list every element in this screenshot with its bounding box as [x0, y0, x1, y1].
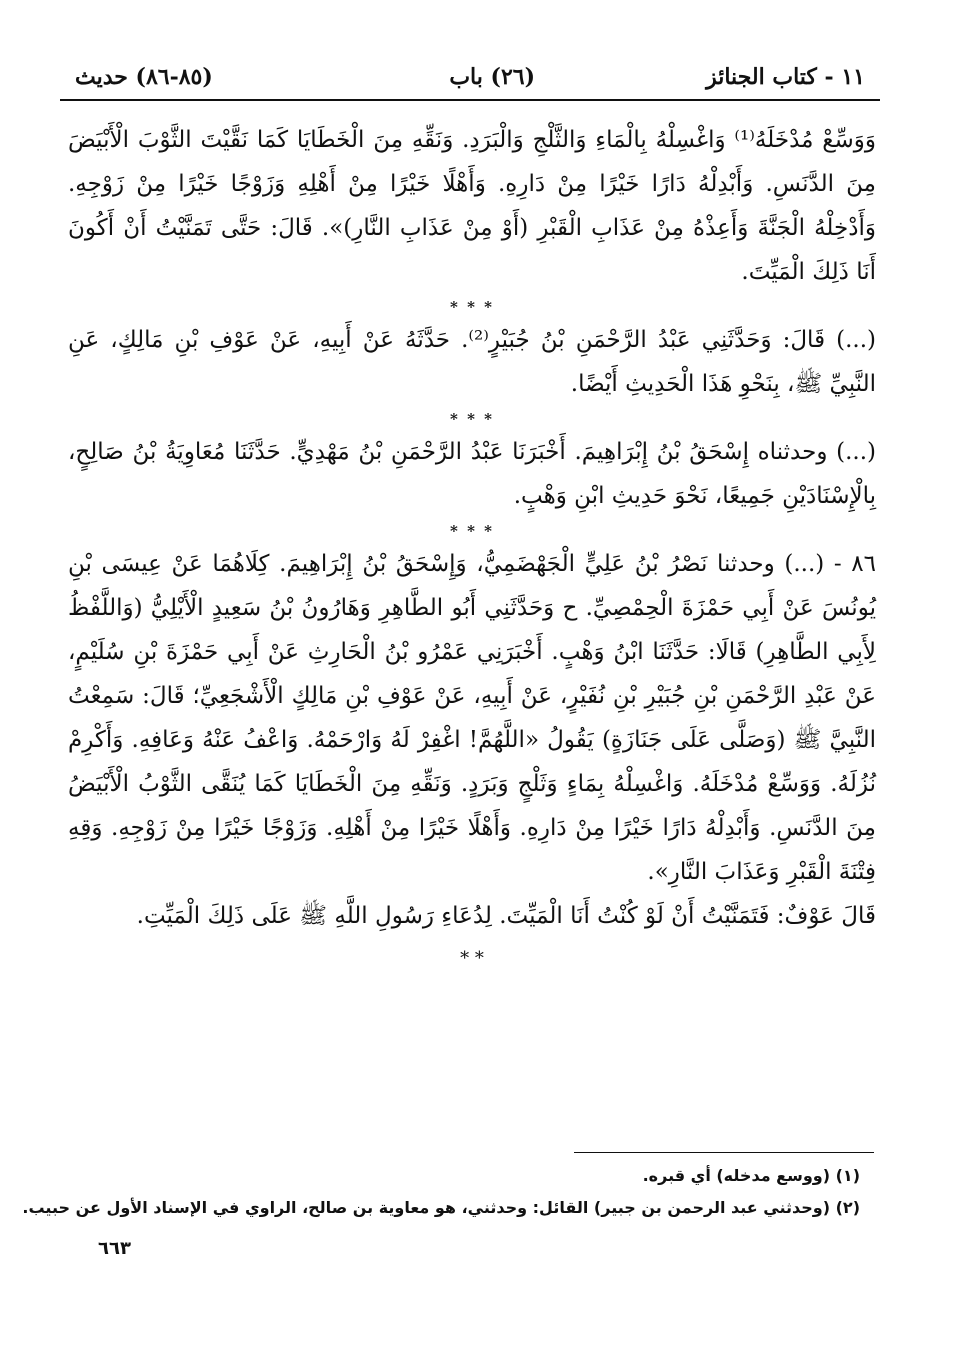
main-text: [68, 118, 876, 974]
paragraph-awf-statement: قَالَ عَوْفٌ: فَتَمَنَّيْتُ أَنْ لَوْ كُنْتُ أَنَا الْمَيِّتَ. لِدُعَاءِ رَسُولِ اللَّهِ ﷺ عَلَى ذَلِكَ الْمَيِّتِ.: [136, 903, 876, 929]
paragraph-hadith-86: ٨٦ - (...) وحدثنا نَصْرُ بْنُ عَلِيٍّ الْجَهْضَمِيُّ، وَإِسْحَقُ بْنُ إِبْرَاهِيمَ. كِلَاهُمَا عَنْ عِيسَى بْنِ يُونُسَ عَنْ أَبِي حَمْزَةَ الْحِمْصِيِّ. ح وَحَدَّثَنِي أَبُو الطَّاهِرِ وَهَارُونُ بْنُ سَعِيدٍ الْأَيْلِيُّ (وَاللَّفْظُ لِأَبِي الطَّاهِرِ) قَالَا: حَدَّثَنَا ابْنُ وَهْبٍ. أَخْبَرَنِي عَمْرُو بْنُ الْحَارِثِ عَنْ أَبِي حَمْزَةَ بْنِ سُلَيْمٍ، عَنْ عَبْدِ الرَّحْمَنِ بْنِ جُبَيْرِ بْنِ نُفَيْرٍ، عَنْ أَبِيهِ، عَنْ عَوْفِ بْنِ مَالِكٍ الْأَشْجَعِيِّ؛ قَالَ: سَمِعْتُ النَّبِيَّ ﷺ (وَصَلَّى عَلَى جَنَازَةٍ) يَقُولُ «اللَّهُمَّ! اغْفِرْ لَهُ وَارْحَمْهُ. وَاعْفُ عَنْهُ وَعَافِهِ. وَأَكْرِمْ نُزُلَهُ. وَوَسِّعْ مُدْخَلَهُ. وَاغْسِلْهُ بِمَاءٍ وَثَلْجٍ وَبَرَدٍ. وَنَقِّهِ مِنَ الْخَطَايَا كَمَا يُنَقَّى الثَّوْبُ الْأَبْيَضُ مِنَ الدَّنَسِ. وَأَبْدِلْهُ دَارًا خَيْرًا مِنْ دَارِهِ. وَأَهْلًا خَيْرًا مِنْ أَهْلِهِ. وَزَوْجًا خَيْرًا مِنْ زَوْجِهِ. وَقِهِ فِتْنَةَ الْقَبْرِ وَعَذَابَ النَّارِ».: [68, 551, 876, 885]
header-hadith-range: (٨٥-٨٦) حديث: [75, 64, 213, 90]
header-book-title: ١١ - كتاب الجنائز: [706, 64, 865, 90]
page-number: ٦٦٣: [98, 1238, 131, 1259]
footnote-rule: [574, 1152, 874, 1153]
separator-stars: * * *: [450, 298, 494, 316]
paragraph-hadith-85-end: وَوَسِّعْ مُدْخَلَهُ⁽¹⁾ وَاغْسِلْهُ بِالْمَاءِ وَالثَّلْجِ وَالْبَرَدِ. وَنَقِّهِ مِنَ الْخَطَايَا كَمَا نَقَّيْتَ الثَّوْبَ الْأَبْيَضَ مِنَ الدَّنَسِ. وَأَبْدِلْهُ دَارًا خَيْرًا مِنْ دَارِهِ. وَأَهْلًا خَيْرًا مِنْ أَهْلِهِ وَزَوْجًا خَيْرًا مِنْ زَوْجِهِ. وَأَدْخِلْهُ الْجَنَّةَ وَأَعِذْهُ مِنْ عَذَابِ الْقَبْرِ (أَوْ مِنْ عَذَابِ النَّارِ)». قَالَ: حَتَّى تَمَنَّيْتُ أَنْ أَكُونَ أَنَا ذَلِكَ الْمَيِّتَ.: [68, 127, 876, 285]
header-chapter: (٢٦) باب: [449, 64, 535, 90]
running-header: [70, 60, 870, 98]
header-rule: [60, 99, 880, 101]
end-ornament: * *: [460, 948, 484, 969]
footnote-2: (٢) (وحدثني عبد الرحمن بن جبير) القائل: وحدثني، هو معاوية بن صالح، الراوي في الإسناد الأول عن حبيب.: [22, 1198, 860, 1217]
separator-stars: * * *: [450, 522, 494, 540]
paragraph-isnad-3: (...) وحدثناه إِسْحَقُ بْنُ إِبْرَاهِيمَ. أَخْبَرَنَا عَبْدُ الرَّحْمَنِ بْنُ مَهْدِيٍّ. حَدَّثَنَا مُعَاوِيَةُ بْنُ صَالِحٍ، بِالْإِسْنَادَيْنِ جَمِيعًا، نَحْوَ حَدِيثِ ابْنِ وَهْبٍ.: [68, 439, 876, 509]
footnote-1: (١) (ووسع مدخله) أي قبره.: [642, 1166, 860, 1185]
footnotes: [22, 1160, 860, 1224]
paragraph-isnad-2: (...) قَالَ: وَحَدَّثَنِي عَبْدُ الرَّحْمَنِ بْنُ جُبَيْرٍ⁽²⁾. حَدَّثَهُ عَنْ أَبِيهِ، عَنْ عَوْفِ بْنِ مَالِكٍ، عَنِ النَّبِيِّ ﷺ، بِنَحْوِ هَذَا الْحَدِيثِ أَيْضًا.: [68, 327, 876, 397]
separator-stars: * * *: [450, 410, 494, 428]
